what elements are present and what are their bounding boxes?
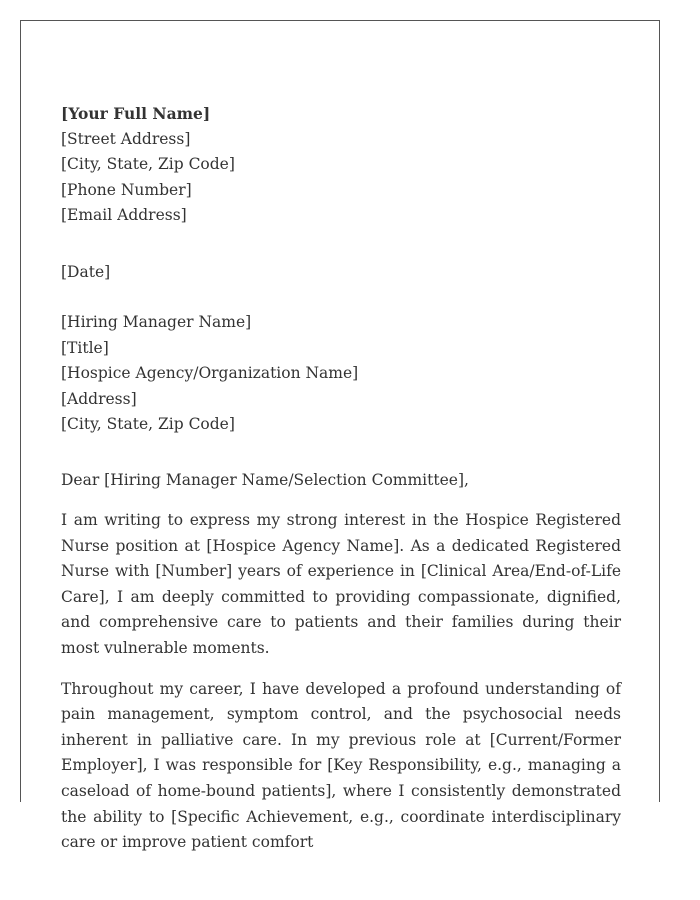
- sender-city: [City, State, Zip Code]: [61, 155, 235, 173]
- sender-name: [Your Full Name]: [61, 104, 211, 123]
- recipient-organization: [Hospice Agency/Organization Name]: [61, 364, 359, 382]
- sender-phone: [Phone Number]: [61, 180, 192, 199]
- letter-date: [Date]: [61, 262, 111, 281]
- sender-email: [Email Address]: [61, 206, 187, 224]
- recipient-title: [Title]: [61, 338, 109, 357]
- body-paragraph-1: I am writing to express my strong interest in the Hospice Registered Nurse position at [Hospice Agency Name]. As a dedicated Registered Nurse with [Number] years of experience in [Clinical Area/End-of-Life Care], I am deeply committed to providing compassionate, dignified, and comprehensive care to patients and their families during their most vulnerable moments.: [61, 511, 621, 657]
- body-paragraph-2: Throughout my career, I have developed a profound understanding of pain management, symptom control, and the psychosocial needs inherent in palliative care. In my previous role at [Current/Former Employer], I was responsible for [Key Responsibility, e.g., managing a caseload of home-bound patients], where I consistently demonstrated the ability to [Specific Achievement, e.g., coordinate interdisciplinary care or improve patient comfort: [61, 679, 621, 852]
- recipient-name: [Hiring Manager Name]: [61, 313, 252, 331]
- salutation: Dear [Hiring Manager Name/Selection Committee],: [61, 470, 469, 489]
- recipient-city: [City, State, Zip Code]: [61, 415, 235, 433]
- salutation-block: [61, 468, 621, 494]
- recipient-address: [Address]: [61, 389, 137, 408]
- letter-content: [61, 101, 621, 856]
- sender-street: [Street Address]: [61, 129, 191, 148]
- sender-block: [61, 101, 621, 229]
- recipient-block: [61, 310, 621, 438]
- letter-page: [20, 20, 660, 852]
- date-block: [61, 260, 621, 286]
